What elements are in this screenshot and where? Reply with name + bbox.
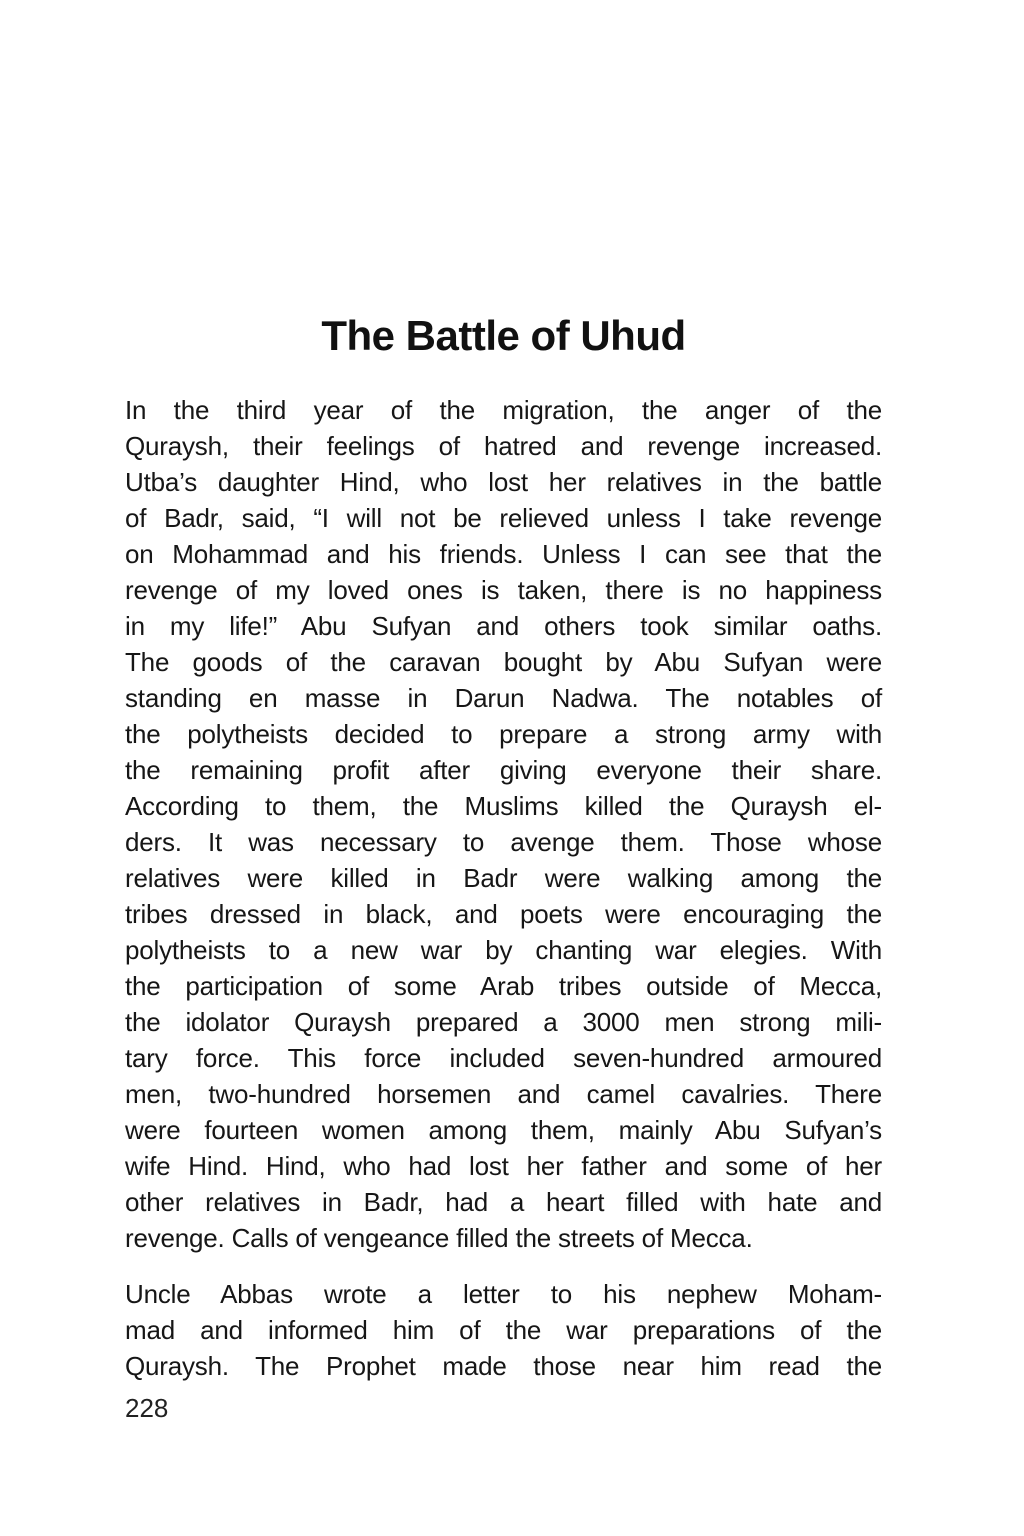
text-line: the participation of some Arab tribes outside of Mecca, — [125, 971, 882, 1001]
page-title: The Battle of Uhud — [321, 312, 686, 359]
text-line: were fourteen women among them, mainly Abu Sufyan’s — [125, 1115, 882, 1145]
text-line: revenge of my loved ones is taken, there is no happiness — [125, 575, 882, 605]
text-line: relatives were killed in Badr were walking among the — [125, 863, 882, 893]
text-line: the remaining profit after giving everyone their share. — [125, 755, 882, 785]
text-line: tary force. This force included seven-hundred armoured — [125, 1043, 882, 1073]
text-line: standing en masse in Darun Nadwa. The notables of — [125, 683, 882, 713]
text-line: revenge. Calls of vengeance filled the streets of Mecca. — [125, 1223, 753, 1253]
page-number: 228 — [125, 1393, 169, 1423]
text-line: the idolator Quraysh prepared a 3000 men strong mili- — [125, 1007, 882, 1037]
text-line: According to them, the Muslims killed the Quraysh el- — [125, 791, 882, 821]
text-line: wife Hind. Hind, who had lost her father and some of her — [125, 1151, 882, 1181]
text-line: polytheists to a new war by chanting war elegies. With — [125, 935, 882, 965]
text-line: tribes dressed in black, and poets were encouraging the — [125, 899, 882, 929]
text-line: other relatives in Badr, had a heart filled with hate and — [125, 1187, 882, 1217]
text-line: Uncle Abbas wrote a letter to his nephew Moham- — [125, 1279, 882, 1309]
text-line: Utba’s daughter Hind, who lost her relatives in the battle — [125, 467, 882, 497]
text-line: Quraysh, their feelings of hatred and revenge increased. — [125, 431, 882, 461]
text-line: The goods of the caravan bought by Abu Sufyan were — [125, 647, 882, 677]
paragraph — [125, 1276, 882, 1384]
paragraph — [125, 392, 882, 1256]
text-line: In the third year of the migration, the anger of the — [125, 395, 882, 425]
text-line: ders. It was necessary to avenge them. Those whose — [125, 827, 882, 857]
text-line: in my life!” Abu Sufyan and others took similar oaths. — [125, 611, 882, 641]
text-line: mad and informed him of the war preparations of the — [125, 1315, 882, 1345]
text-line: the polytheists decided to prepare a strong army with — [125, 719, 882, 749]
text-line: of Badr, said, “I will not be relieved unless I take revenge — [125, 503, 882, 533]
text-line: Quraysh. The Prophet made those near him read the — [125, 1351, 882, 1381]
text-line: on Mohammad and his friends. Unless I can see that the — [125, 539, 882, 569]
text-line: men, two-hundred horsemen and camel cavalries. There — [125, 1079, 882, 1109]
body-text — [125, 392, 882, 1384]
